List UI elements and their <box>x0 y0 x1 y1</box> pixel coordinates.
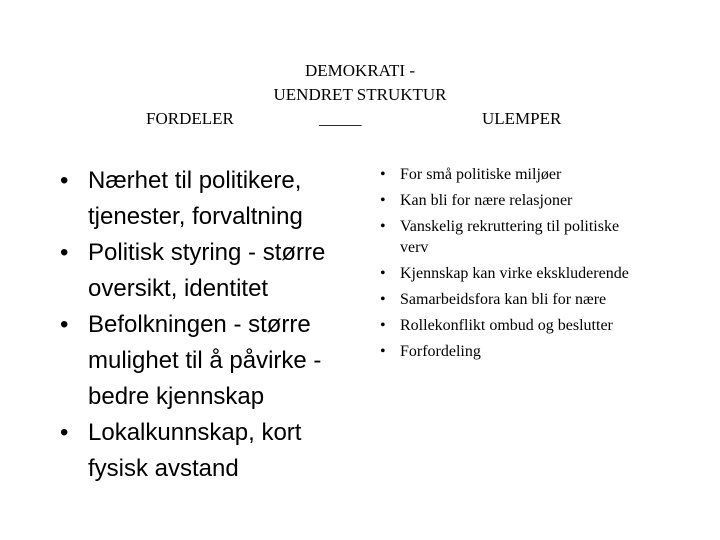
advantage-text: Nærhet til politikere, tjenester, forvaltning <box>88 167 303 230</box>
advantage-text: Politisk styring - større oversikt, identitet <box>88 239 326 302</box>
advantage-item <box>60 415 360 487</box>
bullet-icon: • <box>60 419 69 446</box>
disadvantage-text: Rollekonflikt ombud og beslutter <box>400 317 613 334</box>
bullet-icon: • <box>380 317 386 334</box>
disadvantage-item <box>380 263 630 284</box>
disadvantage-text: Kjennskap kan virke ekskluderende <box>400 265 629 282</box>
bullet-icon: • <box>380 166 386 183</box>
disadvantage-text: Samarbeidsfora kan bli for nære <box>400 291 607 308</box>
advantage-item <box>60 307 360 415</box>
disadvantage-item <box>380 164 630 185</box>
bullet-icon: • <box>380 218 386 235</box>
disadvantage-item <box>380 216 630 258</box>
heading-advantages: FORDELER <box>146 109 234 128</box>
slide-title-line-2: UENDRET STRUKTUR <box>273 85 447 104</box>
disadvantage-text: Forfordeling <box>400 343 481 360</box>
disadvantage-item <box>380 190 630 211</box>
slide-title-line-1: DEMOKRATI - <box>304 61 416 80</box>
bullet-icon: • <box>380 192 386 209</box>
bullet-icon: • <box>380 291 386 308</box>
disadvantage-item <box>380 289 630 310</box>
disadvantage-text: Kan bli for nære relasjoner <box>400 192 573 209</box>
heading-disadvantages: ULEMPER <box>482 109 562 128</box>
disadvantage-text: Vanskelig rekruttering til politiske verv <box>400 218 620 256</box>
bullet-icon: • <box>60 167 69 194</box>
disadvantage-item <box>380 315 630 336</box>
bullet-icon: • <box>380 343 386 360</box>
bullet-icon: • <box>60 239 69 266</box>
bullet-icon: • <box>380 265 386 282</box>
advantage-text: Lokalkunnskap, kort fysisk avstand <box>88 419 302 482</box>
advantage-item <box>60 163 360 235</box>
advantage-text: Befolkningen - større mulighet til å påvirke - bedre kjennskap <box>88 311 322 410</box>
disadvantage-text: For små politiske miljøer <box>400 166 562 183</box>
disadvantage-item <box>380 341 630 362</box>
bullet-icon: • <box>60 311 69 338</box>
heading-separator: _____ <box>319 109 362 128</box>
advantage-item <box>60 235 360 307</box>
advantages-list <box>60 163 360 487</box>
disadvantages-list <box>380 164 630 367</box>
